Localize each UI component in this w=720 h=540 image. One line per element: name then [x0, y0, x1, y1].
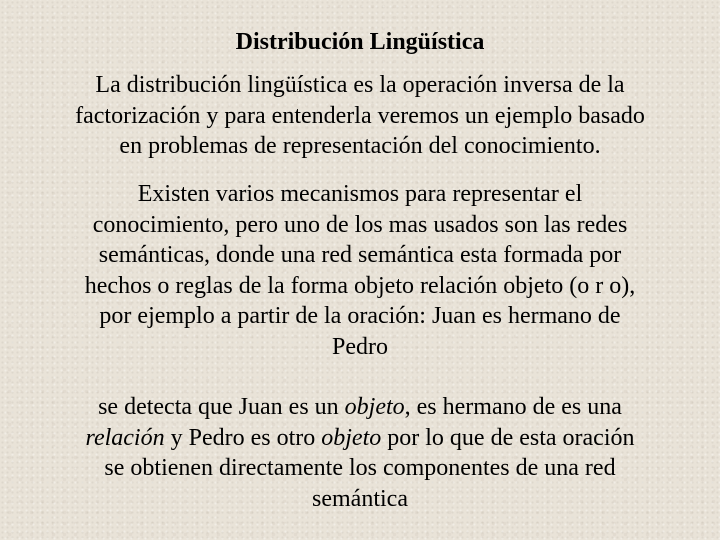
paragraph-line: factorización y para entenderla veremos un ejemplo basado: [75, 102, 645, 129]
paragraph-line: en problemas de representación del conocimiento.: [119, 133, 601, 159]
paragraph-line: [0, 392, 720, 423]
paragraph-line: conocimiento, pero uno de los mas usados son las redes: [92, 211, 628, 238]
emphasis-term: objeto: [321, 424, 382, 451]
paragraph-example: [0, 392, 720, 514]
paragraph-mechanisms: [0, 179, 720, 362]
paragraph-line: por ejemplo a partir de la oración: Juan es hermano de: [99, 303, 621, 329]
paragraph-line: semántica: [312, 485, 408, 512]
slide-title: Distribución Lingüística: [235, 29, 485, 55]
paragraph-line: La distribución lingüística es la operación inversa de la: [95, 72, 625, 98]
paragraph-line: [0, 423, 720, 454]
paragraph-intro: [0, 70, 720, 162]
text-segment: por lo que de esta oración: [381, 424, 635, 451]
text-segment: se detecta que Juan es un: [98, 394, 345, 420]
text-segment: y Pedro es otro: [164, 424, 322, 451]
text-segment: , es hermano de es una: [404, 394, 622, 420]
paragraph-line: Existen varios mecanismos para representar el: [137, 181, 583, 207]
paragraph-line: Pedro: [332, 333, 388, 360]
paragraph-line: se obtienen directamente los componentes de una red: [104, 455, 616, 481]
paragraph-line: hechos o reglas de la forma objeto relación objeto (o r o),: [84, 272, 636, 299]
emphasis-term: objeto: [344, 394, 405, 420]
paragraph-line: semánticas, donde una red semántica esta formada por: [98, 242, 622, 268]
emphasis-term: relación: [85, 424, 165, 451]
